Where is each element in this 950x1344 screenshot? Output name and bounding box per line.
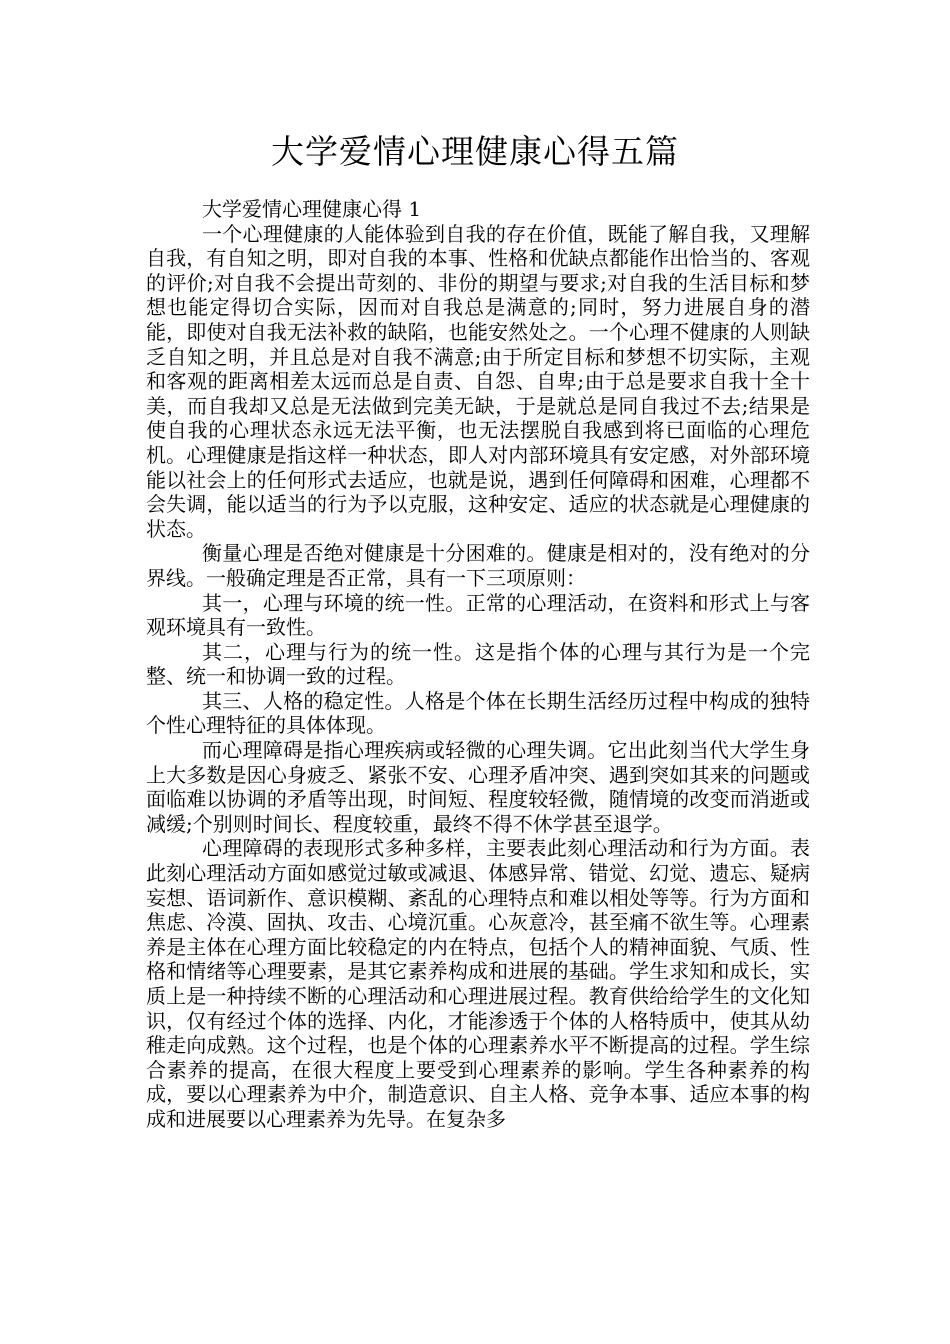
paragraph: 心理障碍的表现形式多种多样，主要表此刻心理活动和行为方面。表此刻心理活动方面如感觉过敏或减退、体感异常、错觉、幻觉、遗忘、疑病妄想、语词新作、意识模糊、紊乱的心理特点和难以相处等等。行为方面和焦虑、冷漠、固执、攻击、心境沉重。心灰意冷，甚至痛不欲生等。心理素养是主体在心理方面比较稳定的内在特点，包括个人的精神面貌、气质、性格和情绪等心理要素，是其它素养构成和进展的基础。学生求知和成长，实质上是一种持续不断的心理活动和心理进展过程。教育供给给学生的文化知识，仅有经过个体的选择、内化，才能渗透于个体的人格特质中，使其从幼稚走向成熟。这个过程，也是个体的心理素养水平不断提高的过程。学生综合素养的提高，在很大程度上要受到心理素养的影响。学生各种素养的构成，要以心理素养为中介，制造意识、自主人格、竞争本事、适应本事的构成和进展要以心理素养为先导。在复杂多 — [146, 836, 810, 1131]
paragraph: 一个心理健康的人能体验到自我的存在价值，既能了解自我，又理解自我，有自知之明，即对自我的本事、性格和优缺点都能作出恰当的、客观的评价;对自我不会提出苛刻的、非份的期望与要求;对自我的生活目标和梦想也能定得切合实际，因而对自我总是满意的;同时，努力进展自身的潜能，即使对自我无法补救的缺陷，也能安然处之。一个心理不健康的人则缺乏自知之明，并且总是对自我不满意;由于所定目标和梦想不切实际，主观和客观的距离相差太远而总是自责、自怨、自卑;由于总是要求自我十全十美，而自我却又总是无法做到完美无缺，于是就总是同自我过不去;结果是使自我的心理状态永远无法平衡，也无法摆脱自我感到将已面临的心理危机。心理健康是指这样一种状态，即人对内部环境具有安定感，对外部环境能以社会上的任何形式去适应，也就是说，遇到任何障碍和困难，心理都不会失调，能以适当的行为予以克服，这种安定、适应的状态就是心理健康的状态。 — [146, 221, 810, 541]
document-body — [146, 197, 810, 1132]
paragraph: 其三、人格的稳定性。人格是个体在长期生活经历过程中构成的独特个性心理特征的具体体现。 — [146, 688, 810, 738]
section-heading: 大学爱情心理健康心得 1 — [202, 197, 422, 221]
paragraph: 其二，心理与行为的统一性。这是指个体的心理与其行为是一个完整、统一和协调一致的过程。 — [146, 639, 810, 689]
document-title: 大学爱情心理健康心得五篇 — [271, 132, 679, 171]
paragraph: 而心理障碍是指心理疾病或轻微的心理失调。它出此刻当代大学生身上大多数是因心身疲乏、紧张不安、心理矛盾冲突、遇到突如其来的问题或面临难以协调的矛盾等出现，时间短、程度较轻微，随情境的改变而消逝或减缓;个别则时间长、程度较重，最终不得不休学甚至退学。 — [146, 738, 810, 836]
paragraph: 衡量心理是否绝对健康是十分困难的。健康是相对的，没有绝对的分界线。一般确定理是否正常，具有一下三项原则： — [146, 541, 810, 590]
paragraph: 其一，心理与环境的统一性。正常的心理活动，在资料和形式上与客观环境具有一致性。 — [146, 590, 810, 640]
